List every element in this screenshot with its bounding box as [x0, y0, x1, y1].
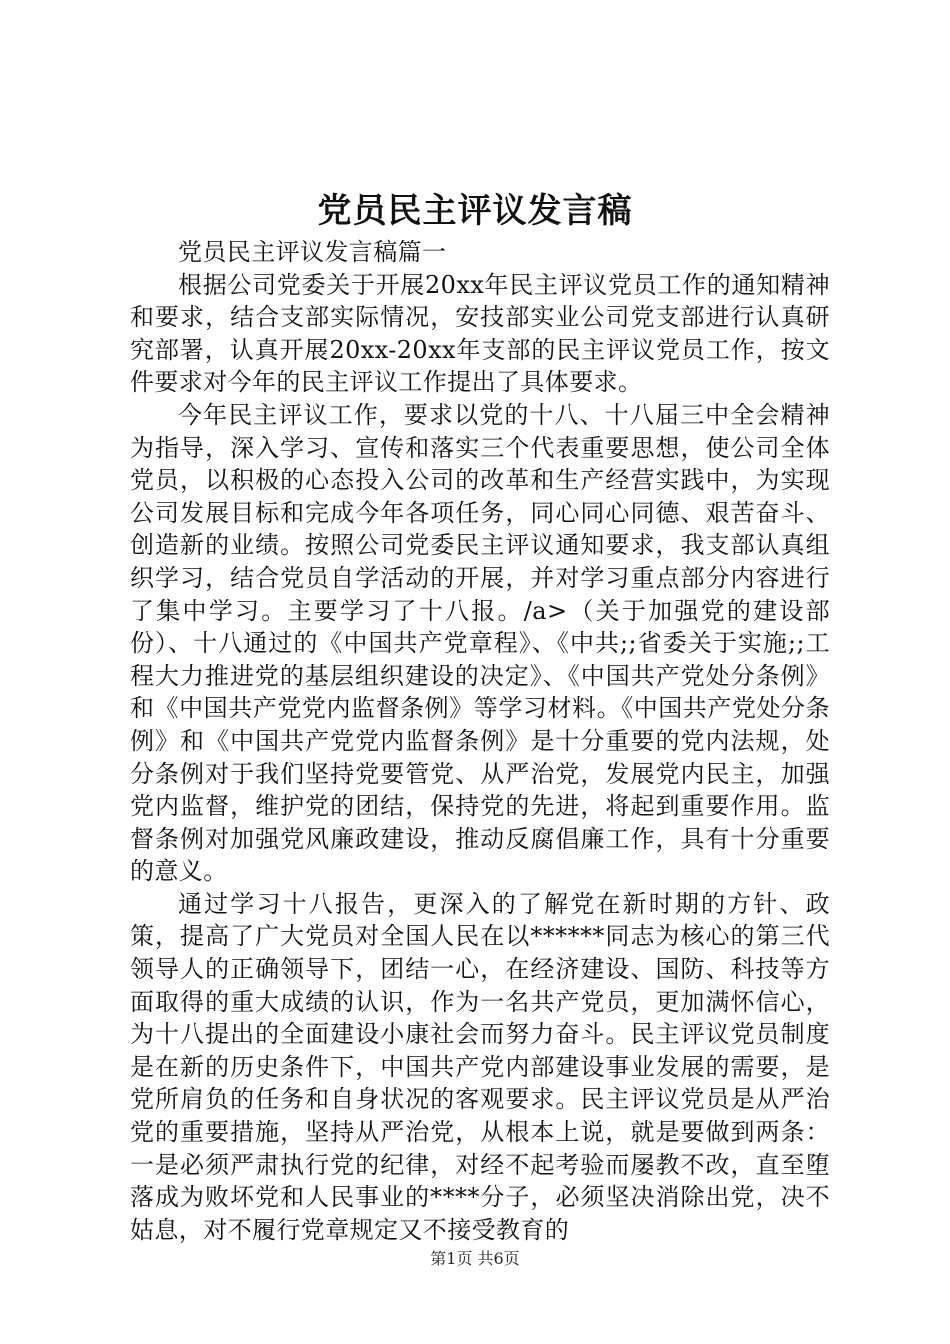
document-body [130, 236, 830, 1246]
page-number-footer: 第1页 共6页 [430, 1249, 520, 1268]
section-heading: 党员民主评议发言稿篇一 [178, 238, 447, 266]
body-paragraph: 根据公司党委关于开展20xx年民主评议党员工作的通知精神和要求，结合支部实际情况，安技部实业公司党支部进行认真研究部署，认真开展20xx-20xx年支部的民主评议党员工作，按文件要求对今年的民主评议工作提出了具体要求。 [130, 270, 830, 397]
body-paragraph: 通过学习十八报告，更深入的了解党在新时期的方针、政策，提高了广大党员对全国人民在以******同志为核心的第三代领导人的正确领导下，团结一心，在经济建设、国防、科技等方面取得的重大成绩的认识，作为一名共产党员，更加满怀信心，为十八提出的全面建设小康社会而努力奋斗。民主评议党员制度是在新的历史条件下，中国共产党内部建设事业发展的需要，是党所肩负的任务和自身状况的客观要求。民主评议党员是从严治党的重要措施，坚持从严治党，从根本上说，就是要做到两条：一是必须严肃执行党的纪律，对经不起考验而屡教不改，直至堕落成为败坏党和人民事业的****分子，必须坚决消除出党，决不姑息，对不履行党章规定又不接受教育的 [130, 889, 830, 1244]
body-paragraph: 今年民主评议工作，要求以党的十八、十八届三中全会精神为指导，深入学习、宣传和落实三个代表重要思想，使公司全体党员，以积极的心态投入公司的改革和生产经营实践中，为实现公司发展目标和完成今年各项任务，同心同心同德、艰苦奋斗、创造新的业绩。按照公司党委民主评议通知要求，我支部认真组织学习，结合党员自学活动的开展，并对学习重点部分内容进行了集中学习。主要学习了十八报。/a>（关于加强党的建设部份）、十八通过的《中国共产党章程》、《中共;;省委关于实施;;工程大力推进党的基层组织建设的决定》、《中国共产党处分条例》和《中国共产党党内监督条例》等学习材料。《中国共产党处分条例》和《中国共产党党内监督条例》是十分重要的党内法规，处分条例对于我们坚持党要管党、从严治党，发展党内民主，加强党内监督，维护党的团结，保持党的先进，将起到重要作用。监督条例对加强党风廉政建设，推动反腐倡廉工作，具有十分重要的意义。 [130, 400, 830, 886]
document-title: 党员民主评议发言稿 [317, 191, 633, 231]
